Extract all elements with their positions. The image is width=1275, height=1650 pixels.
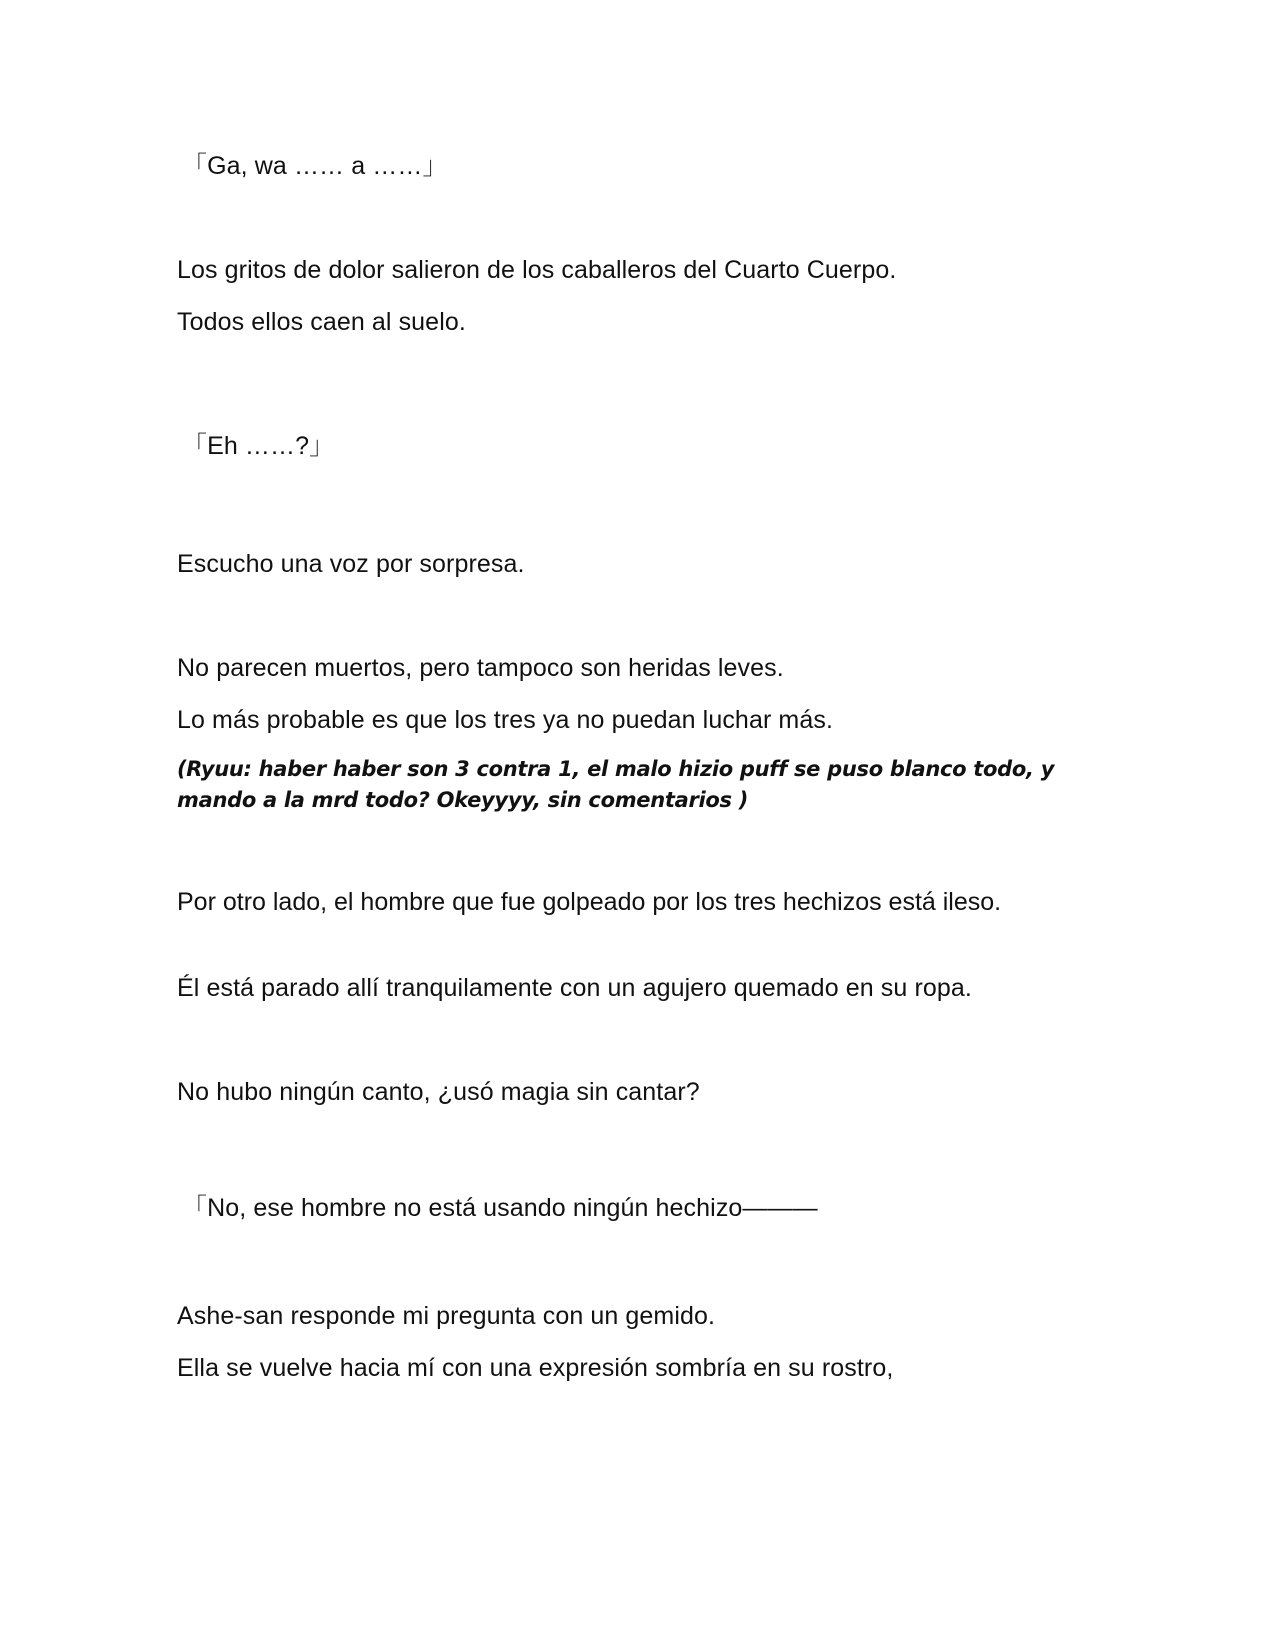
- text-line: Ashe-san responde mi pregunta con un gemido.: [177, 1302, 716, 1330]
- text-line: Todos ellos caen al suelo.: [177, 308, 466, 336]
- dialogue-line: 「Eh ……?」: [182, 432, 335, 460]
- text-line: Escucho una voz por sorpresa.: [177, 550, 525, 578]
- text-line: Ella se vuelve hacia mí con una expresión sombría en su rostro,: [177, 1354, 894, 1382]
- dialogue-line: 「No, ese hombre no está usando ningún hechizo―――: [182, 1194, 818, 1222]
- text-paragraph: Por otro lado, el hombre que fue golpeado por los tres hechizos está ileso.: [177, 888, 1002, 916]
- dialogue-line: 「Ga, wa …… a ……」: [182, 152, 448, 180]
- text-line: Lo más probable es que los tres ya no puedan luchar más.: [177, 706, 833, 734]
- text-line: Los gritos de dolor salieron de los caballeros del Cuarto Cuerpo.: [177, 256, 897, 284]
- text-line: No parecen muertos, pero tampoco son heridas leves.: [177, 654, 784, 682]
- translator-note: (Ryuu: haber haber son 3 contra 1, el malo hizio puff se puso blanco todo, y mando a la mrd todo? Okeyyyy, sin comentarios ): [177, 757, 1055, 812]
- text-line: Él está parado allí tranquilamente con un agujero quemado en su ropa.: [177, 974, 972, 1002]
- text-line: No hubo ningún canto, ¿usó magia sin cantar?: [177, 1078, 700, 1106]
